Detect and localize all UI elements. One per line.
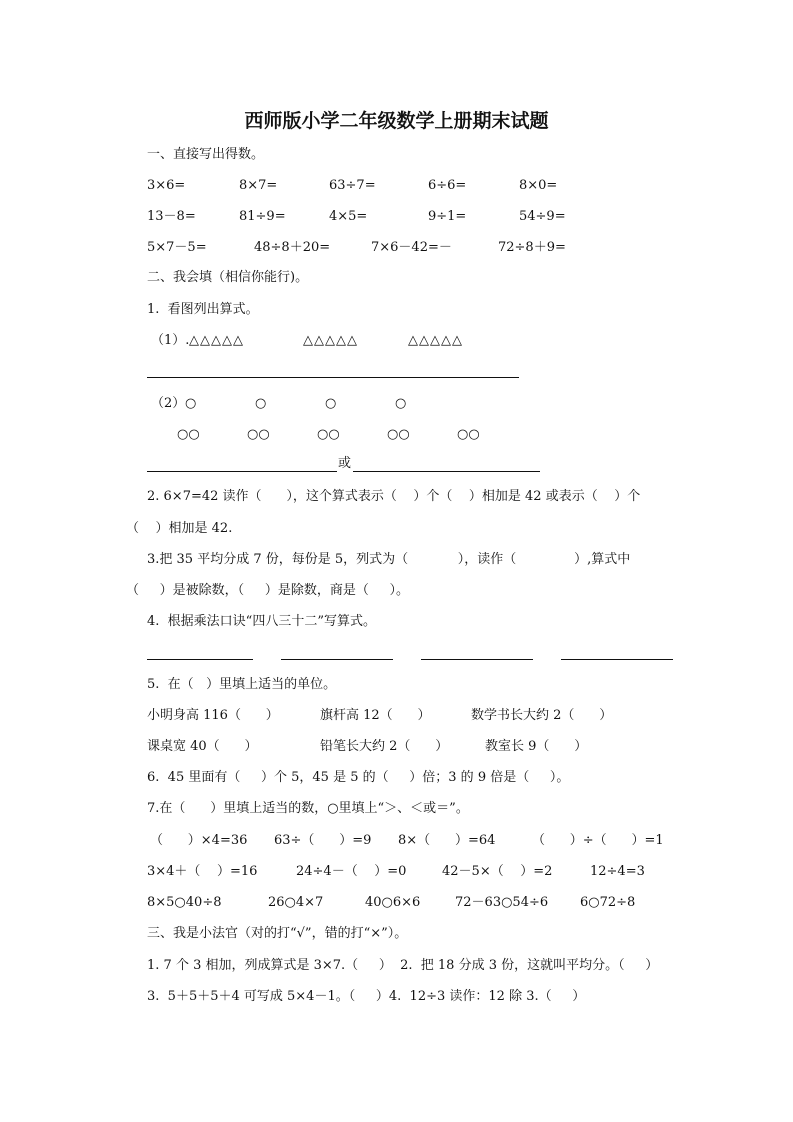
unit-item: 旗杆高 12（ ） bbox=[320, 708, 431, 723]
circle-icon: ○ bbox=[255, 396, 267, 411]
calc-item: 72÷8＋9= bbox=[498, 240, 566, 255]
triangle-group-icon: △△△△△ bbox=[408, 333, 463, 348]
calc-item: 5×7－5= bbox=[147, 240, 207, 255]
part-2-label: （2） bbox=[151, 396, 186, 411]
calc-item: 13－8= bbox=[147, 209, 196, 224]
answer-line[interactable] bbox=[561, 659, 673, 660]
judge-line-1: 1. 7 个 3 相加，列成算式是 3×7.（ ） 2. 把 18 分成 3 份，这就叫平均分。（ ） bbox=[147, 958, 659, 973]
question-2-line-1: 2. 6×7=42 读作（ ），这个算式表示（ ）个（ ）相加是 42 或表示（ ）个 bbox=[147, 489, 641, 504]
judge-line-2: 3. 5＋5＋5＋4 可写成 5×4－1。（ ）4. 12÷3 读作：12 除 3.（ ） bbox=[147, 989, 586, 1004]
unit-item: 课桌宽 40（ ） bbox=[147, 739, 258, 754]
calc-item: 63÷7= bbox=[329, 178, 376, 193]
triangle-group-icon: △△△△△ bbox=[189, 333, 244, 348]
fill-item: 12÷4=3 bbox=[590, 864, 645, 879]
answer-line[interactable] bbox=[421, 659, 533, 660]
compare-item: 26○4×7 bbox=[268, 895, 324, 910]
question-7-text: 7.在（ ）里填上适当的数，○里填上“＞、＜或＝”。 bbox=[147, 801, 469, 816]
circle-pair-icon: ○○ bbox=[317, 427, 340, 442]
calc-item: 8×7= bbox=[239, 178, 278, 193]
fill-item: 8×（ ）=64 bbox=[398, 833, 496, 848]
calc-item: 48÷8＋20= bbox=[254, 240, 331, 255]
page-title: 西师版小学二年级数学上册期末试题 bbox=[244, 110, 549, 132]
question-5-text: 5. 在（ ）里填上适当的单位。 bbox=[147, 677, 337, 692]
answer-line[interactable] bbox=[147, 471, 337, 472]
calc-item: 6÷6= bbox=[428, 178, 467, 193]
circle-pair-icon: ○○ bbox=[457, 427, 480, 442]
unit-item: 铅笔长大约 2（ ） bbox=[320, 739, 449, 754]
fill-item: （ ）÷（ ）=1 bbox=[532, 833, 664, 848]
circle-pair-icon: ○○ bbox=[387, 427, 410, 442]
answer-line[interactable] bbox=[353, 471, 540, 472]
circle-pair-icon: ○○ bbox=[177, 427, 200, 442]
part-1-label: （1）. bbox=[151, 333, 190, 348]
compare-item: 72－63○54÷6 bbox=[455, 895, 549, 910]
triangle-group-icon: △△△△△ bbox=[303, 333, 358, 348]
fill-item: 3×4＋（ ）=16 bbox=[147, 864, 258, 879]
circle-pair-icon: ○○ bbox=[247, 427, 270, 442]
fill-item: 42－5×（ ）=2 bbox=[442, 864, 553, 879]
answer-line[interactable] bbox=[147, 377, 519, 378]
circle-icon: ○ bbox=[185, 396, 197, 411]
circle-icon: ○ bbox=[395, 396, 407, 411]
question-2-line-2: （ ）相加是 42. bbox=[126, 521, 233, 536]
question-4-text: 4. 根据乘法口诀“四八三十二”写算式。 bbox=[147, 614, 376, 629]
unit-item: 教室长 9（ ） bbox=[485, 739, 588, 754]
question-3-line-1: 3.把 35 平均分成 7 份，每份是 5，列式为（ ），读作（ ）,算式中 bbox=[147, 552, 631, 567]
fill-item: （ ）×4=36 bbox=[150, 833, 248, 848]
section-2-heading: 二、我会填（相信你能行)。 bbox=[147, 270, 309, 285]
question-6-text: 6. 45 里面有（ ）个 5，45 是 5 的（ ）倍；3 的 9 倍是（ ）。 bbox=[147, 770, 570, 785]
compare-item: 6○72÷8 bbox=[580, 895, 636, 910]
answer-line[interactable] bbox=[281, 659, 393, 660]
calc-item: 4×5= bbox=[329, 209, 368, 224]
calc-item: 8×0= bbox=[519, 178, 558, 193]
calc-item: 54÷9= bbox=[519, 209, 566, 224]
circle-icon: ○ bbox=[325, 396, 337, 411]
fill-item: 24÷4－（ ）=0 bbox=[296, 864, 407, 879]
unit-item: 数学书长大约 2（ ） bbox=[471, 708, 613, 723]
answer-line[interactable] bbox=[147, 659, 253, 660]
compare-item: 8×5○40÷8 bbox=[147, 895, 222, 910]
question-1-text: 1. 看图列出算式。 bbox=[147, 302, 259, 317]
calc-item: 9÷1= bbox=[428, 209, 467, 224]
compare-item: 40○6×6 bbox=[365, 895, 421, 910]
section-1-heading: 一、直接写出得数。 bbox=[147, 147, 265, 162]
question-3-line-2: （ ）是被除数，（ ）是除数，商是（ ）。 bbox=[126, 583, 409, 598]
unit-item: 小明身高 116（ ） bbox=[147, 708, 279, 723]
calc-item: 3×6= bbox=[147, 178, 186, 193]
calc-item: 7×6－42=－ bbox=[371, 240, 452, 255]
calc-item: 81÷9= bbox=[239, 209, 286, 224]
section-3-heading: 三、我是小法官（对的打“√”，错的打“×”）。 bbox=[147, 926, 408, 941]
or-label: 或 bbox=[338, 456, 352, 471]
fill-item: 63÷（ ）=9 bbox=[274, 833, 372, 848]
